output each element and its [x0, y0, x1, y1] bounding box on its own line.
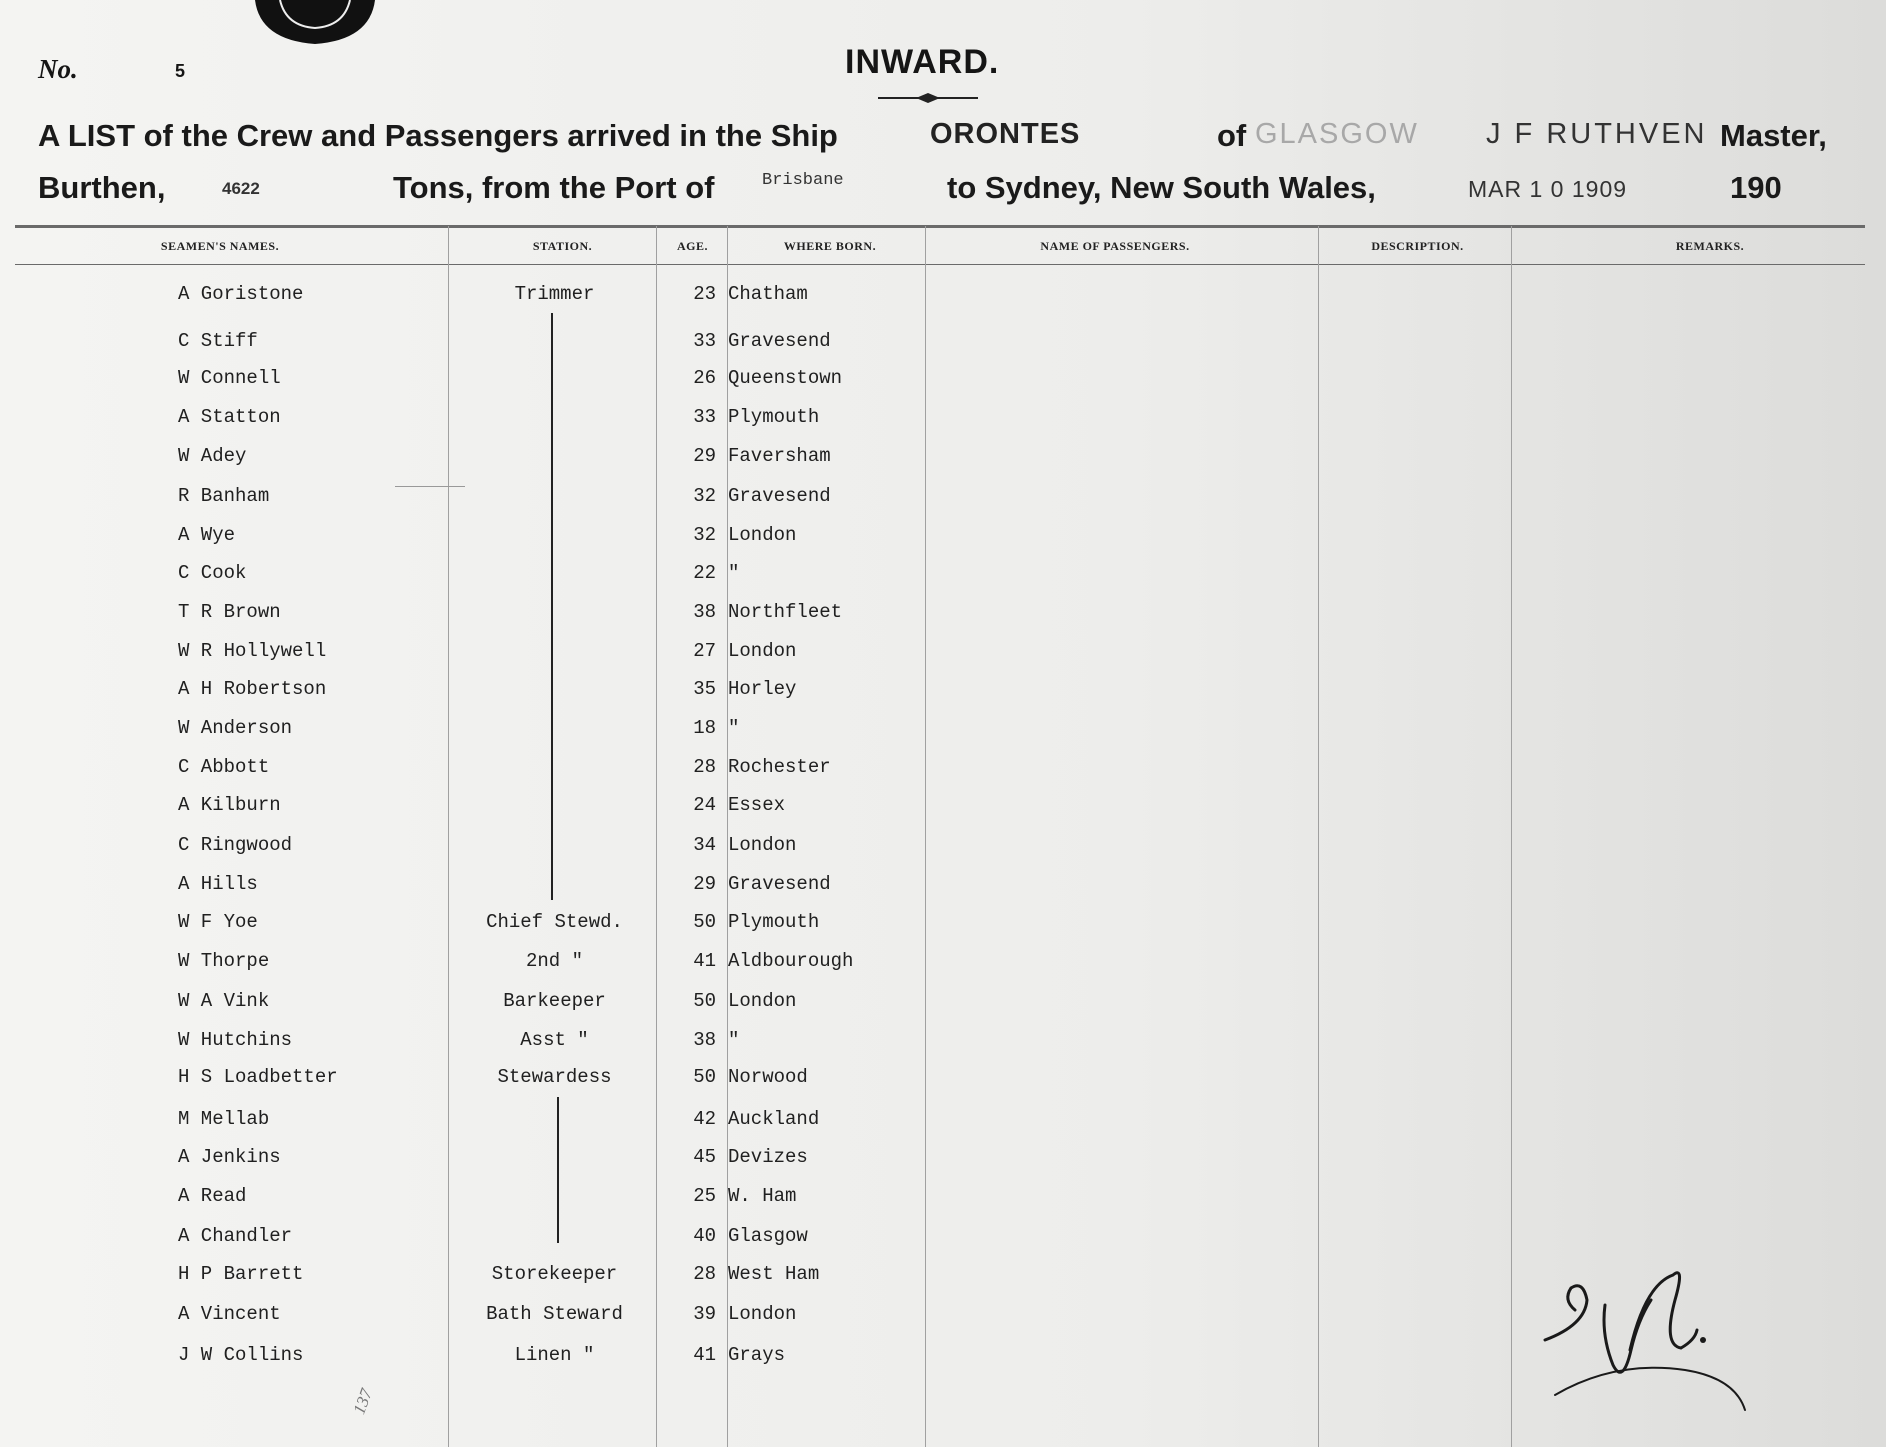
crew-birthplace: Plymouth	[728, 406, 820, 428]
crew-age: 33	[693, 330, 716, 352]
home-port: GLASGOW	[1255, 118, 1419, 150]
crew-name: A Goristone	[178, 283, 304, 305]
crew-name: M Mellab	[178, 1108, 270, 1130]
crew-station: Bath Steward	[486, 1303, 623, 1325]
tons-value: 4622	[222, 179, 260, 198]
crew-name: J W Collins	[178, 1344, 304, 1366]
crew-birthplace: Aldbourough	[728, 950, 854, 972]
crew-birthplace: "	[728, 1029, 740, 1051]
number-label: No.	[38, 54, 78, 84]
crew-name: A Chandler	[178, 1225, 293, 1247]
crew-station: Storekeeper	[491, 1263, 618, 1285]
crew-station: 2nd "	[525, 950, 583, 972]
of-label: of	[1217, 118, 1247, 153]
crew-name: H P Barrett	[178, 1263, 304, 1285]
crew-age: 29	[693, 873, 716, 895]
crew-birthplace: Horley	[728, 678, 797, 700]
crew-age: 42	[693, 1108, 716, 1130]
crew-station: Barkeeper	[503, 990, 606, 1012]
crew-age: 23	[693, 283, 716, 305]
header-bottom-rule	[15, 264, 1865, 265]
crew-name: W F Yoe	[178, 911, 258, 933]
crew-station: Linen "	[514, 1344, 595, 1366]
crew-birthplace: Grays	[728, 1344, 786, 1366]
divider-station-age	[656, 226, 657, 1447]
crew-birthplace: Plymouth	[728, 911, 820, 933]
crew-birthplace: London	[728, 1303, 797, 1325]
crew-birthplace: Gravesend	[728, 873, 831, 895]
crew-birthplace: W. Ham	[728, 1185, 797, 1207]
crew-name: W Hutchins	[178, 1029, 293, 1051]
divider-born-passengers	[925, 226, 926, 1447]
col-header-names: SEAMEN'S NAMES.	[160, 239, 280, 253]
crew-age: 38	[693, 601, 716, 623]
crew-name: A Jenkins	[178, 1146, 281, 1168]
title-ornament	[878, 92, 978, 104]
crew-name: A Read	[178, 1185, 247, 1207]
crew-name: A Hills	[178, 873, 258, 895]
crew-name: C Stiff	[178, 330, 258, 352]
crew-age: 40	[693, 1225, 716, 1247]
divider-passengers-description	[1318, 226, 1319, 1447]
year-prefix: 190	[1730, 170, 1782, 205]
master-label: Master,	[1720, 118, 1827, 153]
crew-name: W Connell	[178, 367, 281, 389]
crew-birthplace: London	[728, 834, 797, 856]
col-header-born: WHERE BORN.	[783, 239, 877, 253]
crew-age: 22	[693, 562, 716, 584]
burthen-label: Burthen,	[38, 170, 166, 205]
crew-birthplace: Essex	[728, 794, 786, 816]
crew-birthplace: Devizes	[728, 1146, 808, 1168]
crew-age: 50	[693, 990, 716, 1012]
crew-birthplace: London	[728, 640, 797, 662]
crew-birthplace: West Ham	[728, 1263, 820, 1285]
crew-name: W R Hollywell	[178, 640, 327, 662]
crew-name: W Anderson	[178, 717, 293, 739]
crew-name: A H Robertson	[178, 678, 327, 700]
divider-description-remarks	[1511, 226, 1512, 1447]
crew-station: Trimmer	[514, 283, 595, 305]
number-value: 5	[175, 61, 186, 81]
crew-age: 26	[693, 367, 716, 389]
station-ditto-bracket-upper	[551, 313, 553, 900]
crew-birthplace: Faversham	[728, 445, 831, 467]
crew-name: C Abbott	[178, 756, 270, 778]
crew-age: 27	[693, 640, 716, 662]
crew-station: Chief Stewd.	[486, 911, 623, 933]
crew-name: A Wye	[178, 524, 236, 546]
crew-birthplace: Northfleet	[728, 601, 843, 623]
crew-age: 41	[693, 950, 716, 972]
crew-birthplace: Gravesend	[728, 330, 831, 352]
crew-age: 24	[693, 794, 716, 816]
crew-name: A Kilburn	[178, 794, 281, 816]
crew-age: 32	[693, 485, 716, 507]
crew-age: 39	[693, 1303, 716, 1325]
crew-name: W A Vink	[178, 990, 270, 1012]
crew-age: 50	[693, 911, 716, 933]
col-header-station: STATION.	[532, 239, 593, 253]
crew-age: 45	[693, 1146, 716, 1168]
tons-label: Tons, from the Port of	[393, 170, 715, 205]
col-header-description: DESCRIPTION.	[1371, 239, 1464, 253]
crew-name: C Cook	[178, 562, 247, 584]
crew-birthplace: Chatham	[728, 283, 808, 305]
seal-stamp-fragment	[250, 0, 380, 48]
crew-birthplace: "	[728, 562, 740, 584]
crew-birthplace: Rochester	[728, 756, 831, 778]
crew-birthplace: Queenstown	[728, 367, 843, 389]
crew-name: R Banham	[178, 485, 270, 507]
crew-name: T R Brown	[178, 601, 281, 623]
crew-station: Stewardess	[497, 1066, 612, 1088]
crew-name: A Vincent	[178, 1303, 281, 1325]
crew-age: 28	[693, 1263, 716, 1285]
crew-birthplace: "	[728, 717, 740, 739]
table-top-rule	[15, 225, 1865, 228]
col-header-remarks: REMARKS.	[1675, 239, 1745, 253]
crew-age: 38	[693, 1029, 716, 1051]
ship-name: ORONTES	[930, 118, 1081, 150]
crew-birthplace: London	[728, 990, 797, 1012]
crew-birthplace: London	[728, 524, 797, 546]
from-port: Brisbane	[762, 171, 844, 190]
crew-age: 18	[693, 717, 716, 739]
signature	[1535, 1240, 1765, 1415]
date-stamp: MAR 1 0 1909	[1468, 176, 1628, 202]
crew-age: 35	[693, 678, 716, 700]
crew-age: 34	[693, 834, 716, 856]
divider-names-station	[448, 226, 449, 1447]
crew-age: 28	[693, 756, 716, 778]
crew-age: 25	[693, 1185, 716, 1207]
crew-age: 41	[693, 1344, 716, 1366]
crew-age: 29	[693, 445, 716, 467]
crew-age: 32	[693, 524, 716, 546]
pencil-annotation: 137	[349, 1386, 377, 1417]
destination: to Sydney, New South Wales,	[947, 170, 1376, 205]
crew-name: A Statton	[178, 406, 281, 428]
crew-birthplace: Norwood	[728, 1066, 808, 1088]
crew-station: Asst "	[520, 1029, 589, 1051]
crew-birthplace: Auckland	[728, 1108, 820, 1130]
list-heading: A LIST of the Crew and Passengers arrived in the Ship	[38, 118, 838, 153]
crew-age: 50	[693, 1066, 716, 1088]
station-ditto-bracket-lower	[557, 1097, 559, 1243]
crew-name: C Ringwood	[178, 834, 293, 856]
crew-age: 33	[693, 406, 716, 428]
crew-birthplace: Gravesend	[728, 485, 831, 507]
col-header-age: AGE.	[676, 239, 708, 253]
crew-name: H S Loadbetter	[178, 1066, 338, 1088]
crew-name: W Thorpe	[178, 950, 270, 972]
page-title: INWARD.	[845, 43, 1000, 81]
col-header-passengers: NAME OF PASSENGERS.	[1040, 239, 1190, 253]
crew-name: W Adey	[178, 445, 247, 467]
crew-birthplace: Glasgow	[728, 1225, 808, 1247]
master-name: J F RUTHVEN	[1486, 118, 1708, 150]
